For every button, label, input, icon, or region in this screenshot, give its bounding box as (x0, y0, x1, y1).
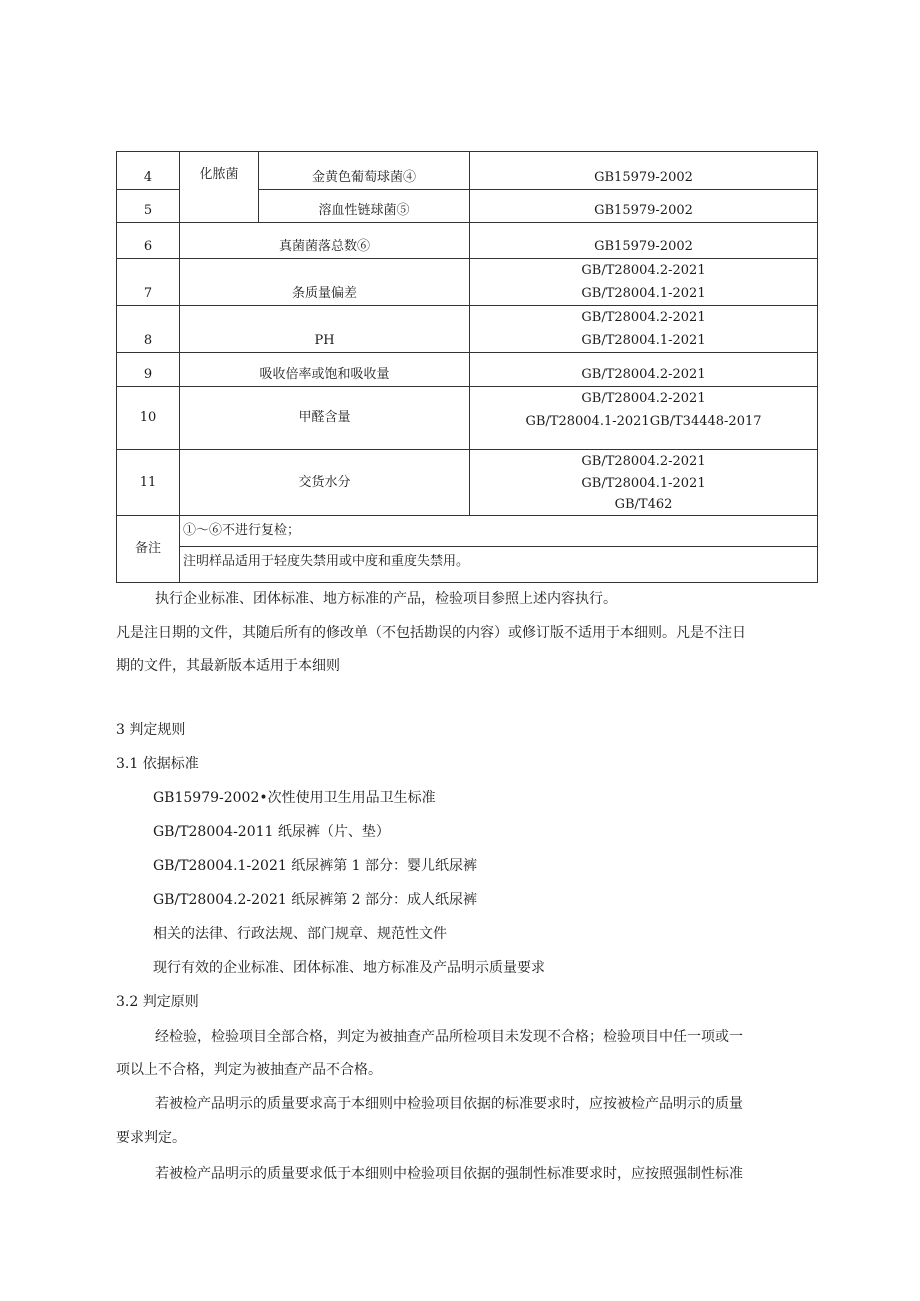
standard-code: GB/T28004.1-2021 (581, 286, 706, 301)
item-name: PH (180, 306, 470, 353)
paragraph-dated-line1: 凡是注日期的文件，其随后所有的修改单（不包括勘误的内容）或修订版不适用于本细则。凡是不注日 (116, 625, 746, 641)
remark-label: 备注 (117, 516, 180, 583)
standard-cell (470, 306, 818, 353)
item-name: 溶血性链球菌⑤ (259, 190, 470, 223)
row-number: 5 (117, 190, 180, 223)
paragraph-exec: 执行企业标准、团体标准、地方标准的产品，检验项目参照上述内容执行。 (155, 591, 617, 607)
table-row (117, 353, 818, 387)
row-number: 7 (117, 259, 180, 306)
standard-cell (470, 223, 818, 259)
remark-cell (180, 516, 818, 583)
section-heading-3-1: 3.1 依据标准 (116, 756, 199, 772)
table-row (117, 152, 818, 190)
standard-cell (470, 152, 818, 190)
inspection-items-table (116, 151, 818, 583)
standard-code: GB/T462 (614, 497, 673, 512)
item-name: 金黄色葡萄球菌④ (259, 152, 470, 190)
table-row (117, 387, 818, 450)
standard-cell (470, 259, 818, 306)
table-row (117, 306, 818, 353)
row-number: 10 (117, 387, 180, 450)
section-heading-3-2: 3.2 判定原则 (116, 994, 199, 1010)
standard-code: GB/T28004.1-2021 (581, 333, 706, 348)
item-name: 条质量偏差 (180, 259, 470, 306)
paragraph-dated-line2: 期的文件，其最新版本适用于本细则 (116, 658, 340, 674)
row-number: 6 (117, 223, 180, 259)
item-name: 真菌菌落总数⑥ (180, 223, 470, 259)
standard-reference: GB/T28004.1-2021 纸尿裤第 1 部分：婴儿纸尿裤 (153, 858, 478, 874)
row-number: 11 (117, 450, 180, 516)
table-row (117, 450, 818, 516)
standard-code: GB15979-2002 (594, 170, 693, 185)
section-heading-3: 3 判定规则 (116, 722, 186, 738)
paragraph-judge-1-line2: 项以上不合格，判定为被抽查产品不合格。 (116, 1062, 382, 1078)
standard-code: GB/T28004.2-2021 (581, 263, 706, 278)
paragraph-judge-2-line1: 若被检产品明示的质量要求高于本细则中检验项目依据的标准要求时，应按被检产品明示的质量 (155, 1096, 743, 1112)
remark-text: ①～⑥不进行复检； (183, 523, 301, 538)
table-row (117, 259, 818, 306)
paragraph-judge-2-line2: 要求判定。 (116, 1130, 186, 1146)
paragraph-judge-1-line1: 经检验，检验项目全部合格，判定为被抽查产品所检项目未发现不合格；检验项目中任一项或一 (155, 1029, 743, 1045)
standard-code: GB15979-2002 (594, 203, 693, 218)
standard-cell (470, 387, 818, 450)
standard-code: GB/T28004.1-2021 (581, 476, 706, 491)
standard-reference: GB15979-2002•次性使用卫生用品卫生标准 (153, 790, 436, 806)
standard-code: GB/T28004.2-2021 (581, 310, 706, 325)
paragraph-judge-3-line1: 若被检产品明示的质量要求低于本细则中检验项目依据的强制性标准要求时，应按照强制性标准 (155, 1166, 743, 1182)
standard-code: GB/T28004.1-2021GB/T34448-2017 (525, 414, 762, 429)
item-name: 吸收倍率或饱和吸收量 (180, 353, 470, 387)
standard-code: GB15979-2002 (594, 239, 693, 254)
standard-reference: 相关的法律、行政法规、部门规章、规范性文件 (153, 926, 447, 942)
standard-reference: 现行有效的企业标准、团体标准、地方标准及产品明示质量要求 (153, 960, 545, 976)
table-row (117, 223, 818, 259)
remark-text: 注明样品适用于轻度失禁用或中度和重度失禁用。 (179, 546, 817, 577)
standard-code: GB/T28004.2-2021 (581, 454, 706, 469)
standard-reference: GB/T28004-2011 纸尿裤（片、垫） (153, 824, 390, 840)
item-name: 交货水分 (180, 450, 470, 516)
standard-reference: GB/T28004.2-2021 纸尿裤第 2 部分：成人纸尿裤 (153, 892, 478, 908)
standard-code: GB/T28004.2-2021 (581, 391, 706, 406)
row-number: 8 (117, 306, 180, 353)
item-name: 甲醛含量 (180, 387, 470, 450)
standard-cell (470, 190, 818, 223)
row-number: 4 (117, 152, 180, 190)
standard-cell (470, 353, 818, 387)
standard-code: GB/T28004.2-2021 (581, 367, 706, 382)
standard-cell (470, 450, 818, 516)
category-cell: 化脓菌 (180, 152, 259, 223)
remarks-row (117, 516, 818, 583)
row-number: 9 (117, 353, 180, 387)
